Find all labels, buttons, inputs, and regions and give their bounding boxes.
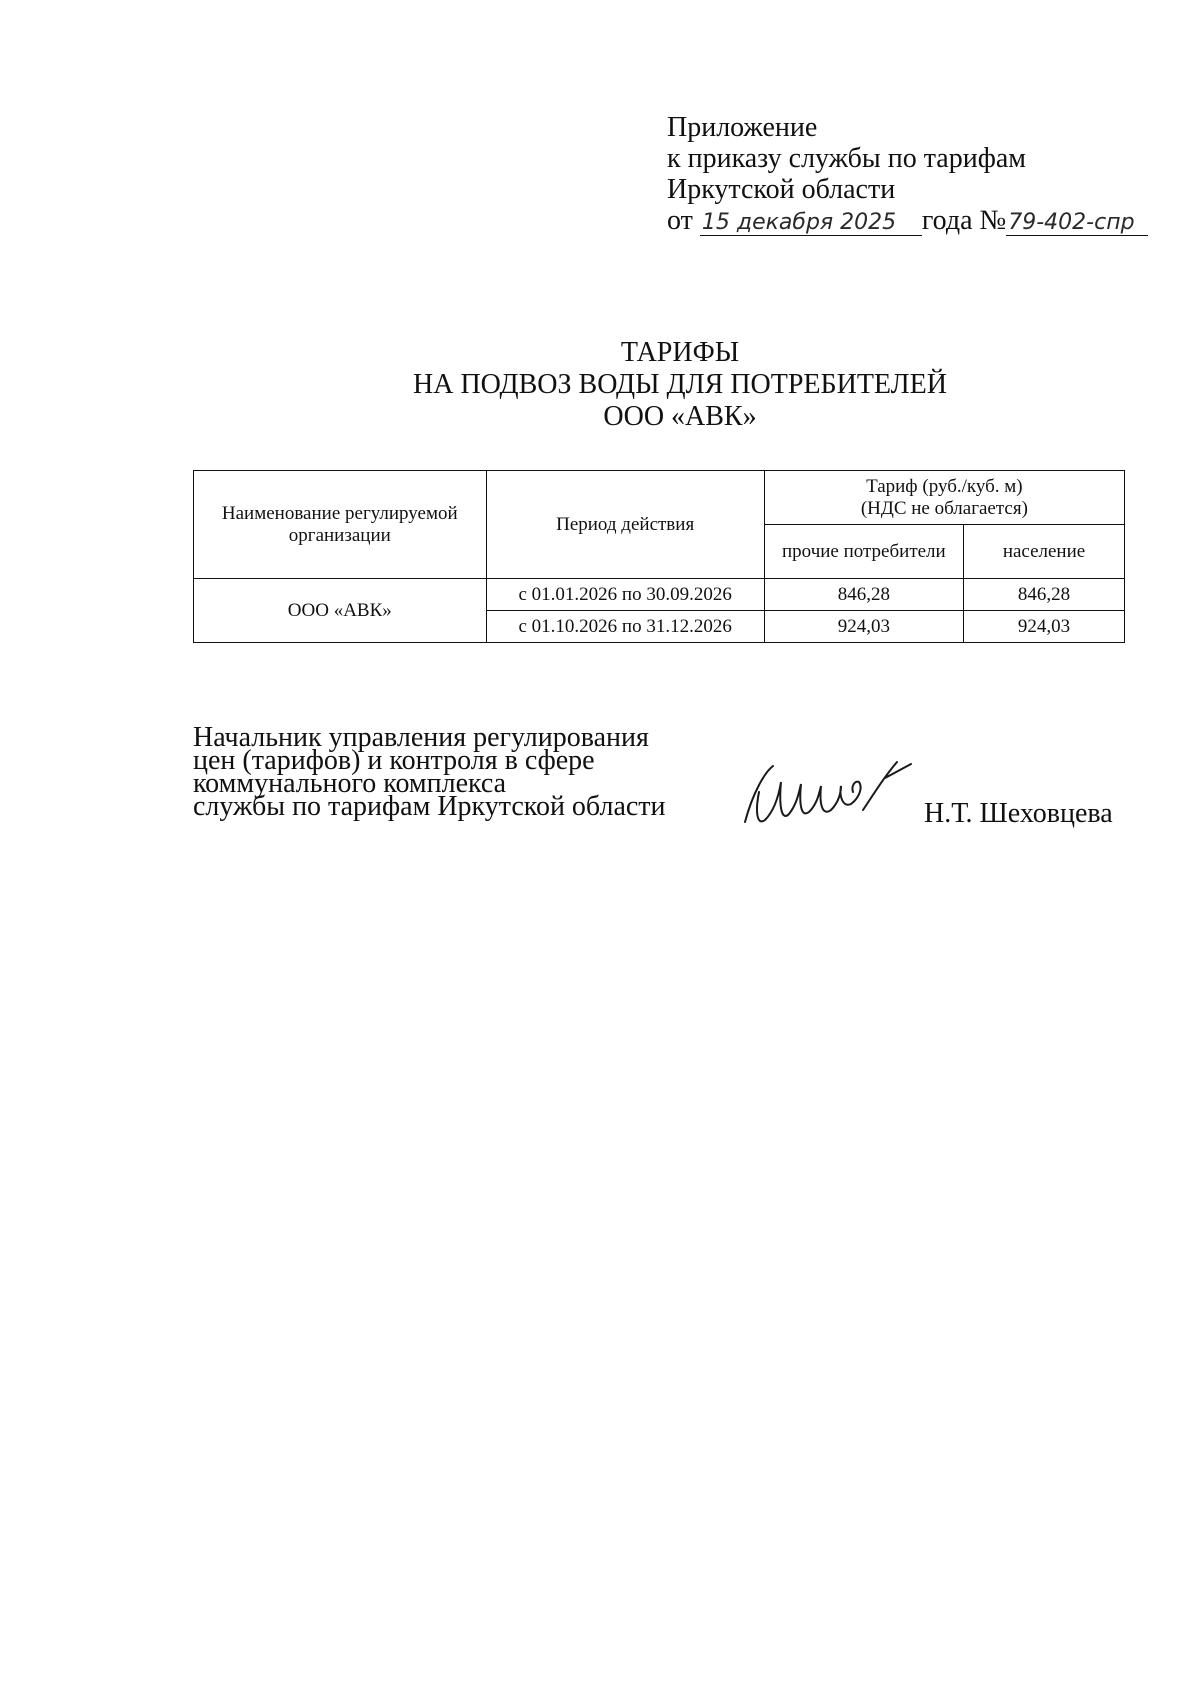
position-line-2: цен (тарифов) и контроля в сфере [193, 745, 595, 776]
title-line-2: НА ПОДВОЗ ВОДЫ ДЛЯ ПОТРЕБИТЕЛЕЙ [413, 369, 947, 400]
position-line-1: Начальник управления регулирования [193, 722, 649, 753]
appendix-line-3: Иркутской области [667, 174, 896, 205]
header-tariff-line-2: (НДС не облагается) [860, 497, 1028, 519]
signatory-position [193, 722, 713, 822]
table-header-row [194, 471, 1125, 525]
header-other-consumers: прочие потребители [764, 525, 963, 579]
handwritten-signature [735, 752, 925, 832]
signer-name: Н.Т. Шеховцева [924, 798, 1113, 829]
handwritten-order-number: 79-402-спр [1006, 211, 1148, 236]
header-org: Наименование регулируемой организации [194, 471, 487, 579]
period-cell: с 01.01.2026 по 30.09.2026 [486, 579, 764, 611]
tariff-population-cell: 846,28 [964, 579, 1125, 611]
appendix-line-1: Приложение [667, 112, 818, 143]
tariff-other-cell: 924,03 [764, 611, 963, 643]
table-row [194, 579, 1125, 611]
period-cell: с 01.10.2026 по 31.12.2026 [486, 611, 764, 643]
handwritten-date: 15 декабря 2025 [700, 211, 922, 236]
title-line-3: ООО «АВК» [603, 401, 757, 432]
appendix-header [667, 112, 1187, 236]
appendix-line-2: к приказу службы по тарифам [667, 143, 1026, 174]
tariff-population-cell: 924,03 [964, 611, 1125, 643]
tariff-other-cell: 846,28 [764, 579, 963, 611]
tariff-table [193, 470, 1125, 643]
header-period: Период действия [486, 471, 764, 579]
year-number-label: года № [921, 205, 1007, 236]
position-line-4: службы по тарифам Иркутской области [193, 791, 666, 822]
from-prefix: от [667, 205, 693, 236]
header-tariff-line-1: Тариф (руб./куб. м) [866, 475, 1023, 497]
title-line-1: ТАРИФЫ [620, 337, 740, 368]
header-population: население [964, 525, 1125, 579]
document-title [300, 337, 1060, 433]
appendix-order-line [667, 205, 1187, 236]
org-name-cell: ООО «АВК» [194, 579, 487, 643]
header-tariff [764, 471, 1124, 525]
position-line-3: коммунального комплекса [193, 768, 507, 799]
